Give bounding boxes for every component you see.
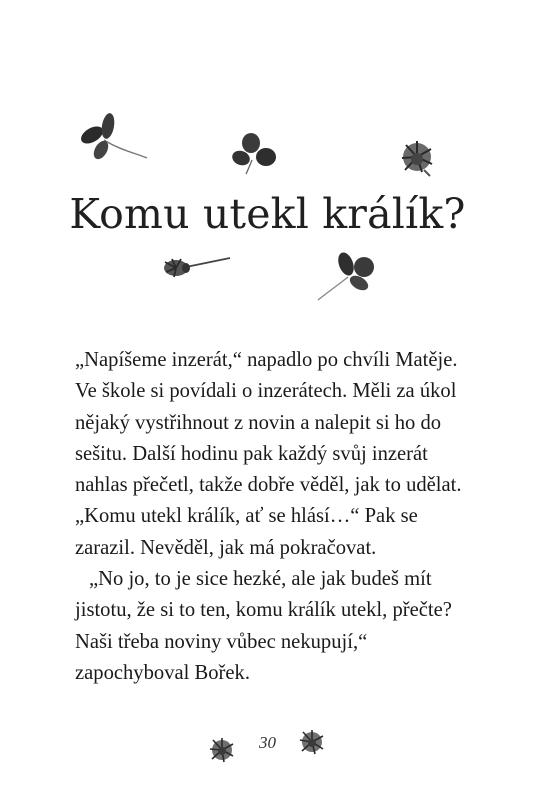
clover-leaf-icon [318, 250, 374, 300]
clover-flower-icon [164, 258, 230, 277]
clover-flower-icon [402, 141, 432, 176]
body-text [75, 345, 470, 689]
paragraph: „Napíšeme inzerát,“ napadlo po chvíli Matěje. Ve škole si povídali o inzerátech. Měli za úkol nějaký vystřihnout z novin a nalepit si ho do sešitu. Další hodinu pak každý svůj inzerát nahlas přečetl, takže dobře věděl, jak to udělat. „Komu utekl králík, ať se hlásí…“ Pak se zarazil. Nevěděl, jak má pokračovat. [75, 349, 462, 559]
paragraph: „No jo, to je sice hezké, ale jak budeš mít jistotu, že si to ten, komu králík utekl, přečte? Naši třeba noviny vůbec nekupují,“ zapochyboval Bořek. [75, 568, 452, 684]
page-number: 30 [259, 733, 276, 752]
chapter-title: Komu utekl králík? [69, 190, 466, 238]
clover-leaf-icon [230, 133, 276, 174]
clover-leaf-icon [78, 112, 147, 162]
